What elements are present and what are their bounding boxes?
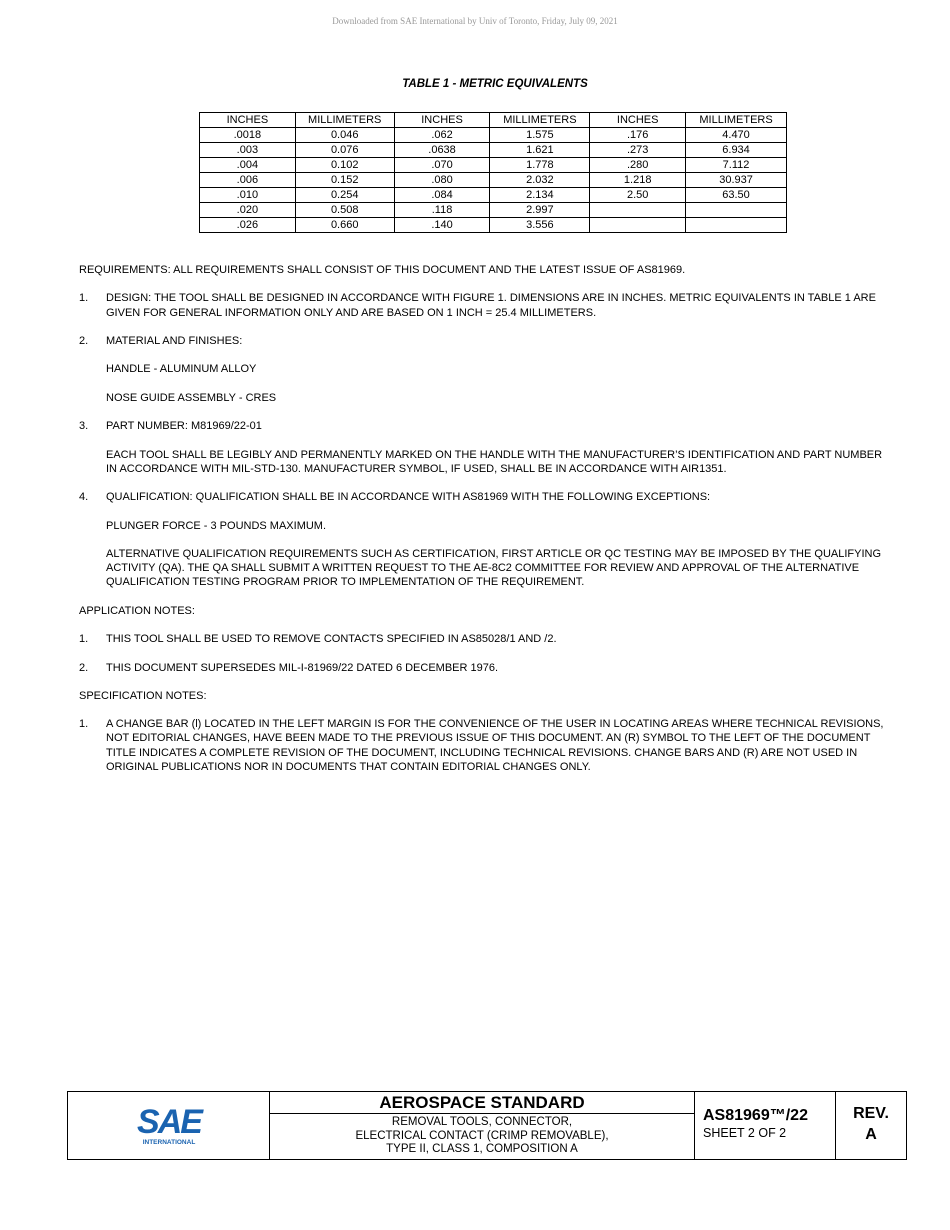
table-row (200, 158, 787, 173)
table-cell (590, 218, 686, 233)
item-paragraph: DESIGN: THE TOOL SHALL BE DESIGNED IN ACCORDANCE WITH FIGURE 1. DIMENSIONS ARE IN INCHES. METRIC EQUIVALENTS IN TABLE 1 ARE GIVEN FOR GENERAL INFORMATION ONLY AND ARE BASED ON 1 INCH = 25.4 MILLIMETERS. (106, 292, 876, 319)
item-paragraph: ALTERNATIVE QUALIFICATION REQUIREMENTS SUCH AS CERTIFICATION, FIRST ARTICLE OR QC TESTING MAY BE IMPOSED BY THE QUALIFYING ACTIVITY (QA). THE QA SHALL SUBMIT A WRITTEN REQUEST TO THE AE-8C2 COMMITTEE FOR REVIEW AND APPROVAL OF THE ALTERNATIVE QUALIFICATION TESTING PROGRAM PRIOR TO IMPLEMENTATION OF THE REQUIREMENT. (106, 547, 882, 589)
download-watermark: Downloaded from SAE International by Univ of Toronto, Friday, July 09, 2021 (332, 16, 618, 26)
table-cell: .020 (200, 203, 296, 218)
table-cell: .280 (590, 158, 686, 173)
item-paragraph: THIS DOCUMENT SUPERSEDES MIL-I-81969/22 DATED 6 DECEMBER 1976. (106, 661, 499, 674)
revision-value: A (865, 1126, 877, 1143)
table-cell: 63.50 (686, 188, 787, 203)
item-paragraph: THIS TOOL SHALL BE USED TO REMOVE CONTACTS SPECIFIED IN AS85028/1 AND /2. (106, 633, 557, 646)
table-cell: 3.556 (490, 218, 590, 233)
table-row (200, 203, 787, 218)
table-header-row (200, 113, 787, 128)
title-block (67, 1091, 907, 1160)
table-row (200, 128, 787, 143)
table-cell: .003 (200, 143, 296, 158)
item-paragraph: PLUNGER FORCE - 3 POUNDS MAXIMUM. (106, 519, 327, 532)
item-number: 1. (79, 718, 89, 731)
table-cell: 2.032 (490, 173, 590, 188)
table-cell: 0.152 (295, 173, 394, 188)
item-number: 1. (79, 292, 89, 305)
table-cell: .062 (394, 128, 490, 143)
description-line: REMOVAL TOOLS, CONNECTOR, (391, 1116, 573, 1128)
revision-cell (836, 1092, 906, 1159)
table-cell: .140 (394, 218, 490, 233)
table-cell: .0638 (394, 143, 490, 158)
application-notes-heading: APPLICATION NOTES: (79, 604, 195, 617)
table-cell (686, 218, 787, 233)
application-note-item (79, 632, 889, 646)
table-cell: .118 (394, 203, 490, 218)
title-cell (270, 1092, 695, 1159)
column-header: INCHES (200, 113, 296, 128)
table-cell: 0.046 (295, 128, 394, 143)
table-cell: .026 (200, 218, 296, 233)
document-description (270, 1114, 694, 1157)
standard-heading: AEROSPACE STANDARD (270, 1092, 694, 1114)
column-header: INCHES (394, 113, 490, 128)
table-cell: .004 (200, 158, 296, 173)
application-note-item (79, 661, 889, 675)
table-cell: 1.778 (490, 158, 590, 173)
item-number: 4. (79, 491, 89, 504)
table-title: TABLE 1 - METRIC EQUIVALENTS (402, 78, 588, 90)
table-cell: 0.508 (295, 203, 394, 218)
table-cell: .080 (394, 173, 490, 188)
specification-notes-heading: SPECIFICATION NOTES: (79, 689, 207, 702)
table-cell: 7.112 (686, 158, 787, 173)
table-cell: 0.254 (295, 188, 394, 203)
item-number: 2. (79, 334, 89, 347)
table-cell: 1.575 (490, 128, 590, 143)
table-row (200, 218, 787, 233)
item-paragraph: A CHANGE BAR (l) LOCATED IN THE LEFT MARGIN IS FOR THE CONVENIENCE OF THE USER IN LOCATING AREAS WHERE TECHNICAL REVISIONS, NOT EDITORIAL CHANGES, HAVE BEEN MADE TO THE PREVIOUS ISSUE OF THIS DOCUMENT. AN (R) SYMBOL TO THE LEFT OF THE DOCUMENT TITLE INDICATES A COMPLETE REVISION OF THE DOCUMENT, INCLUDING TECHNICAL REVISIONS. CHANGE BARS AND (R) ARE NOT USED IN ORIGINAL PUBLICATIONS NOR IN DOCUMENTS THAT CONTAIN EDITORIAL CHANGES ONLY. (106, 718, 884, 773)
description-line: TYPE II, CLASS 1, COMPOSITION A (386, 1143, 578, 1155)
item-paragraph: MATERIAL AND FINISHES: (106, 334, 243, 347)
sae-logo-cell (68, 1092, 270, 1159)
logo-wordmark: SAE (137, 1103, 201, 1141)
table-cell: .010 (200, 188, 296, 203)
description-line: ELECTRICAL CONTACT (CRIMP REMOVABLE), (355, 1129, 609, 1142)
table-cell: 30.937 (686, 173, 787, 188)
table-cell: 0.660 (295, 218, 394, 233)
table-cell: .006 (200, 173, 296, 188)
item-paragraph: HANDLE - ALUMINUM ALLOY (106, 363, 257, 376)
requirements-intro: REQUIREMENTS: ALL REQUIREMENTS SHALL CONSIST OF THIS DOCUMENT AND THE LATEST ISSUE OF AS81969. (79, 264, 686, 276)
column-header: MILLIMETERS (490, 113, 590, 128)
document-number: AS81969™/22 (703, 1107, 808, 1124)
sae-logo-icon (68, 1092, 269, 1159)
table-cell: 6.934 (686, 143, 787, 158)
logo-subtext: INTERNATIONAL (142, 1139, 196, 1146)
table-cell: 1.621 (490, 143, 590, 158)
specification-note-item (79, 717, 889, 774)
table-cell: 2.50 (590, 188, 686, 203)
revision-label: REV. (853, 1105, 889, 1122)
table-row (200, 143, 787, 158)
item-paragraph: PART NUMBER: M81969/22-01 (106, 420, 262, 433)
table-cell (686, 203, 787, 218)
table-cell: .0018 (200, 128, 296, 143)
item-paragraph: QUALIFICATION: QUALIFICATION SHALL BE IN ACCORDANCE WITH AS81969 WITH THE FOLLOWING EXCEPTIONS: (106, 491, 711, 504)
table-cell: 0.076 (295, 143, 394, 158)
sheet-number: SHEET 2 OF 2 (703, 1126, 787, 1140)
column-header: MILLIMETERS (295, 113, 394, 128)
metric-equivalents-table (199, 112, 787, 233)
document-body (79, 263, 889, 788)
table-row (200, 173, 787, 188)
document-number-cell (695, 1092, 836, 1159)
requirement-item-qualification (79, 490, 889, 589)
item-number: 2. (79, 661, 89, 674)
table-cell: .084 (394, 188, 490, 203)
item-number: 3. (79, 420, 89, 433)
table-cell (590, 203, 686, 218)
column-header: MILLIMETERS (686, 113, 787, 128)
table-cell: 0.102 (295, 158, 394, 173)
requirement-item-material (79, 334, 889, 405)
table-cell: 2.134 (490, 188, 590, 203)
table-cell: .273 (590, 143, 686, 158)
table-cell: .070 (394, 158, 490, 173)
item-number: 1. (79, 633, 89, 646)
item-paragraph: NOSE GUIDE ASSEMBLY - CRES (106, 391, 277, 404)
table-cell: 2.997 (490, 203, 590, 218)
table-row (200, 188, 787, 203)
column-header: INCHES (590, 113, 686, 128)
table-cell: 1.218 (590, 173, 686, 188)
table-cell: .176 (590, 128, 686, 143)
table-cell: 4.470 (686, 128, 787, 143)
item-paragraph: EACH TOOL SHALL BE LEGIBLY AND PERMANENTLY MARKED ON THE HANDLE WITH THE MANUFACTURER’S IDENTIFICATION AND PART NUMBER IN ACCORDANCE WITH MIL-STD-130. MANUFACTURER SYMBOL, IF USED, SHALL BE IN ACCORDANCE WITH AIR1351. (106, 448, 883, 475)
requirement-item-design (79, 291, 889, 319)
requirement-item-part-number (79, 419, 889, 476)
